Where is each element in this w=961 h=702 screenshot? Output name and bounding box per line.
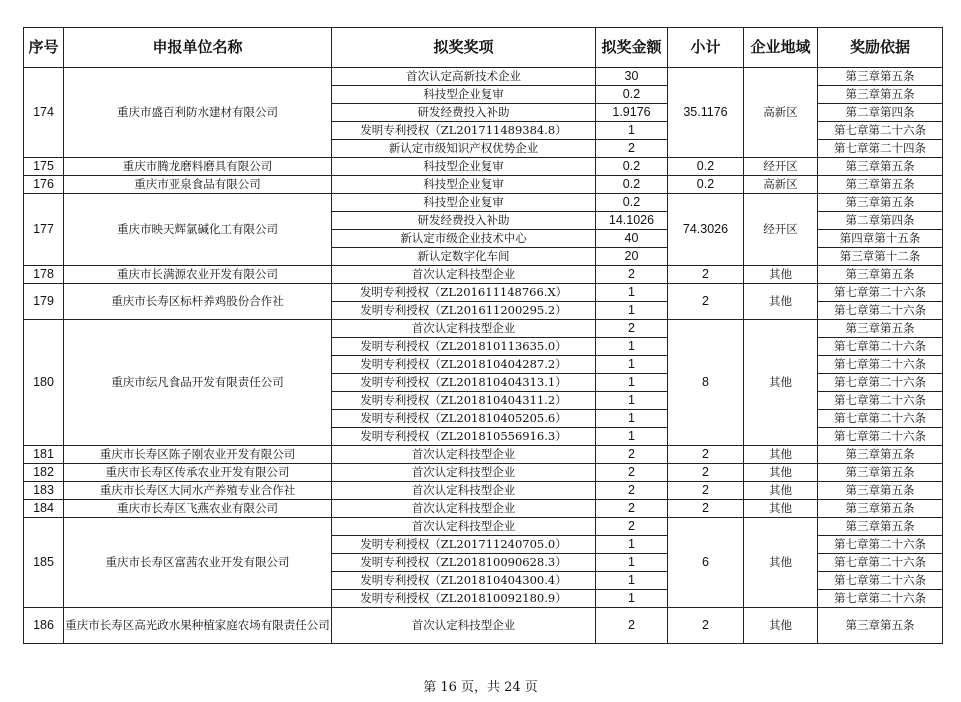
table-row [24, 266, 943, 284]
amount-cell: 1 [596, 428, 668, 446]
award-cell: 发明专利授权（ZL201810090628.3） [332, 554, 596, 572]
table-row [24, 464, 943, 482]
award-table [23, 27, 943, 644]
award-cell: 首次认定科技型企业 [332, 266, 596, 284]
seq-cell: 181 [24, 446, 64, 464]
company-cell: 重庆市映天辉氯碱化工有限公司 [64, 194, 332, 266]
award-cell: 研发经费投入补助 [332, 212, 596, 230]
award-cell: 首次认定科技型企业 [332, 482, 596, 500]
basis-cell: 第三章第五条 [818, 446, 943, 464]
table-row [24, 482, 943, 500]
subtotal-cell: 74.3026 [668, 194, 744, 266]
header-region: 企业地域 [744, 28, 818, 68]
basis-cell: 第二章第四条 [818, 212, 943, 230]
basis-cell: 第三章第五条 [818, 500, 943, 518]
company-cell: 重庆市长寿区飞燕农业有限公司 [64, 500, 332, 518]
table-row [24, 176, 943, 194]
amount-cell: 1 [596, 356, 668, 374]
amount-cell: 2 [596, 518, 668, 536]
basis-cell: 第七章第二十六条 [818, 122, 943, 140]
seq-cell: 180 [24, 320, 64, 446]
company-cell: 重庆市长寿区大同水产养殖专业合作社 [64, 482, 332, 500]
award-cell: 科技型企业复审 [332, 194, 596, 212]
amount-cell: 0.2 [596, 158, 668, 176]
basis-cell: 第二章第四条 [818, 104, 943, 122]
amount-cell: 1 [596, 284, 668, 302]
basis-cell: 第三章第五条 [818, 158, 943, 176]
company-cell: 重庆市腾龙磨料磨具有限公司 [64, 158, 332, 176]
subtotal-cell: 2 [668, 446, 744, 464]
basis-cell: 第七章第二十六条 [818, 572, 943, 590]
award-cell: 首次认定科技型企业 [332, 518, 596, 536]
subtotal-cell: 8 [668, 320, 744, 446]
basis-cell: 第七章第二十四条 [818, 140, 943, 158]
award-cell: 新认定市级知识产权优势企业 [332, 140, 596, 158]
seq-cell: 185 [24, 518, 64, 608]
table-row [24, 500, 943, 518]
amount-cell: 1 [596, 554, 668, 572]
basis-cell: 第三章第五条 [818, 194, 943, 212]
company-cell: 重庆市长寿区标杆养鸡股份合作社 [64, 284, 332, 320]
seq-cell: 175 [24, 158, 64, 176]
basis-cell: 第三章第五条 [818, 464, 943, 482]
amount-cell: 0.2 [596, 176, 668, 194]
basis-cell: 第七章第二十六条 [818, 410, 943, 428]
award-cell: 发明专利授权（ZL201810404287.2） [332, 356, 596, 374]
region-cell: 其他 [744, 500, 818, 518]
basis-cell: 第三章第五条 [818, 320, 943, 338]
amount-cell: 2 [596, 464, 668, 482]
award-cell: 科技型企业复审 [332, 176, 596, 194]
table-row [24, 194, 943, 212]
basis-cell: 第七章第二十六条 [818, 392, 943, 410]
company-cell: 重庆市盛百利防水建材有限公司 [64, 68, 332, 158]
region-cell: 其他 [744, 518, 818, 608]
amount-cell: 2 [596, 320, 668, 338]
region-cell: 高新区 [744, 68, 818, 158]
subtotal-cell: 2 [668, 482, 744, 500]
award-cell: 发明专利授权（ZL201810404311.2） [332, 392, 596, 410]
amount-cell: 1.9176 [596, 104, 668, 122]
award-cell: 发明专利授权（ZL201810405205.6） [332, 410, 596, 428]
table-header-row [24, 28, 943, 68]
region-cell: 其他 [744, 266, 818, 284]
award-cell: 发明专利授权（ZL201810092180.9） [332, 590, 596, 608]
header-seq: 序号 [24, 28, 64, 68]
amount-cell: 2 [596, 608, 668, 644]
header-award: 拟奖奖项 [332, 28, 596, 68]
company-cell: 重庆市长寿区传承农业开发有限公司 [64, 464, 332, 482]
seq-cell: 182 [24, 464, 64, 482]
amount-cell: 0.2 [596, 194, 668, 212]
amount-cell: 1 [596, 374, 668, 392]
basis-cell: 第七章第二十六条 [818, 338, 943, 356]
award-cell: 首次认定科技型企业 [332, 446, 596, 464]
amount-cell: 14.1026 [596, 212, 668, 230]
amount-cell: 1 [596, 590, 668, 608]
header-basis: 奖励依据 [818, 28, 943, 68]
award-cell: 首次认定科技型企业 [332, 500, 596, 518]
amount-cell: 1 [596, 572, 668, 590]
seq-cell: 177 [24, 194, 64, 266]
amount-cell: 2 [596, 140, 668, 158]
award-cell: 首次认定科技型企业 [332, 608, 596, 644]
basis-cell: 第七章第二十六条 [818, 284, 943, 302]
region-cell: 经开区 [744, 158, 818, 176]
amount-cell: 2 [596, 482, 668, 500]
seq-cell: 186 [24, 608, 64, 644]
award-cell: 科技型企业复审 [332, 86, 596, 104]
award-cell: 发明专利授权（ZL201611200295.2） [332, 302, 596, 320]
basis-cell: 第七章第二十六条 [818, 590, 943, 608]
amount-cell: 2 [596, 446, 668, 464]
basis-cell: 第七章第二十六条 [818, 356, 943, 374]
seq-cell: 183 [24, 482, 64, 500]
basis-cell: 第三章第五条 [818, 68, 943, 86]
region-cell: 其他 [744, 284, 818, 320]
seq-cell: 174 [24, 68, 64, 158]
table-body [24, 68, 943, 644]
basis-cell: 第三章第十二条 [818, 248, 943, 266]
award-cell: 首次认定高新技术企业 [332, 68, 596, 86]
basis-cell: 第三章第五条 [818, 266, 943, 284]
table-row [24, 68, 943, 86]
basis-cell: 第三章第五条 [818, 518, 943, 536]
amount-cell: 30 [596, 68, 668, 86]
seq-cell: 176 [24, 176, 64, 194]
basis-cell: 第三章第五条 [818, 86, 943, 104]
company-cell: 重庆市长满源农业开发有限公司 [64, 266, 332, 284]
table-row [24, 320, 943, 338]
subtotal-cell: 0.2 [668, 176, 744, 194]
award-cell: 科技型企业复审 [332, 158, 596, 176]
amount-cell: 0.2 [596, 86, 668, 104]
subtotal-cell: 2 [668, 608, 744, 644]
award-cell: 新认定数字化车间 [332, 248, 596, 266]
company-cell: 重庆市亚泉食品有限公司 [64, 176, 332, 194]
header-company: 申报单位名称 [64, 28, 332, 68]
table-row [24, 446, 943, 464]
company-cell: 重庆市长寿区富茜农业开发有限公司 [64, 518, 332, 608]
company-cell: 重庆市纭凡食品开发有限责任公司 [64, 320, 332, 446]
amount-cell: 1 [596, 536, 668, 554]
amount-cell: 1 [596, 410, 668, 428]
amount-cell: 1 [596, 338, 668, 356]
subtotal-cell: 6 [668, 518, 744, 608]
amount-cell: 1 [596, 302, 668, 320]
subtotal-cell: 2 [668, 464, 744, 482]
seq-cell: 179 [24, 284, 64, 320]
award-cell: 发明专利授权（ZL201611148766.X） [332, 284, 596, 302]
region-cell: 其他 [744, 608, 818, 644]
region-cell: 高新区 [744, 176, 818, 194]
award-cell: 发明专利授权（ZL201810404300.4） [332, 572, 596, 590]
company-cell: 重庆市长寿区陈子刚农业开发有限公司 [64, 446, 332, 464]
award-cell: 新认定市级企业技术中心 [332, 230, 596, 248]
subtotal-cell: 0.2 [668, 158, 744, 176]
award-cell: 首次认定科技型企业 [332, 464, 596, 482]
region-cell: 其他 [744, 464, 818, 482]
seq-cell: 184 [24, 500, 64, 518]
basis-cell: 第七章第二十六条 [818, 374, 943, 392]
basis-cell: 第三章第五条 [818, 176, 943, 194]
award-cell: 发明专利授权（ZL201711489384.8） [332, 122, 596, 140]
header-amount: 拟奖金额 [596, 28, 668, 68]
region-cell: 其他 [744, 482, 818, 500]
amount-cell: 40 [596, 230, 668, 248]
award-cell: 发明专利授权（ZL201810404313.1） [332, 374, 596, 392]
award-cell: 发明专利授权（ZL201810113635.0） [332, 338, 596, 356]
amount-cell: 1 [596, 122, 668, 140]
page-footer: 第 16 页，共 24 页 [423, 680, 538, 695]
amount-cell: 2 [596, 266, 668, 284]
table-row [24, 518, 943, 536]
seq-cell: 178 [24, 266, 64, 284]
basis-cell: 第四章第十五条 [818, 230, 943, 248]
award-cell: 发明专利授权（ZL201810556916.3） [332, 428, 596, 446]
amount-cell: 1 [596, 392, 668, 410]
region-cell: 经开区 [744, 194, 818, 266]
amount-cell: 2 [596, 500, 668, 518]
table-row [24, 608, 943, 644]
basis-cell: 第七章第二十六条 [818, 302, 943, 320]
header-subtotal: 小计 [668, 28, 744, 68]
award-cell: 发明专利授权（ZL201711240705.0） [332, 536, 596, 554]
amount-cell: 20 [596, 248, 668, 266]
company-cell: 重庆市长寿区高光政水果种植家庭农场有限责任公司 [64, 608, 332, 644]
award-cell: 研发经费投入补助 [332, 104, 596, 122]
subtotal-cell: 2 [668, 284, 744, 320]
basis-cell: 第七章第二十六条 [818, 536, 943, 554]
subtotal-cell: 2 [668, 500, 744, 518]
basis-cell: 第七章第二十六条 [818, 428, 943, 446]
basis-cell: 第三章第五条 [818, 482, 943, 500]
table-row [24, 158, 943, 176]
award-cell: 首次认定科技型企业 [332, 320, 596, 338]
basis-cell: 第七章第二十六条 [818, 554, 943, 572]
region-cell: 其他 [744, 446, 818, 464]
subtotal-cell: 2 [668, 266, 744, 284]
subtotal-cell: 35.1176 [668, 68, 744, 158]
basis-cell: 第三章第五条 [818, 608, 943, 644]
table-row [24, 284, 943, 302]
region-cell: 其他 [744, 320, 818, 446]
